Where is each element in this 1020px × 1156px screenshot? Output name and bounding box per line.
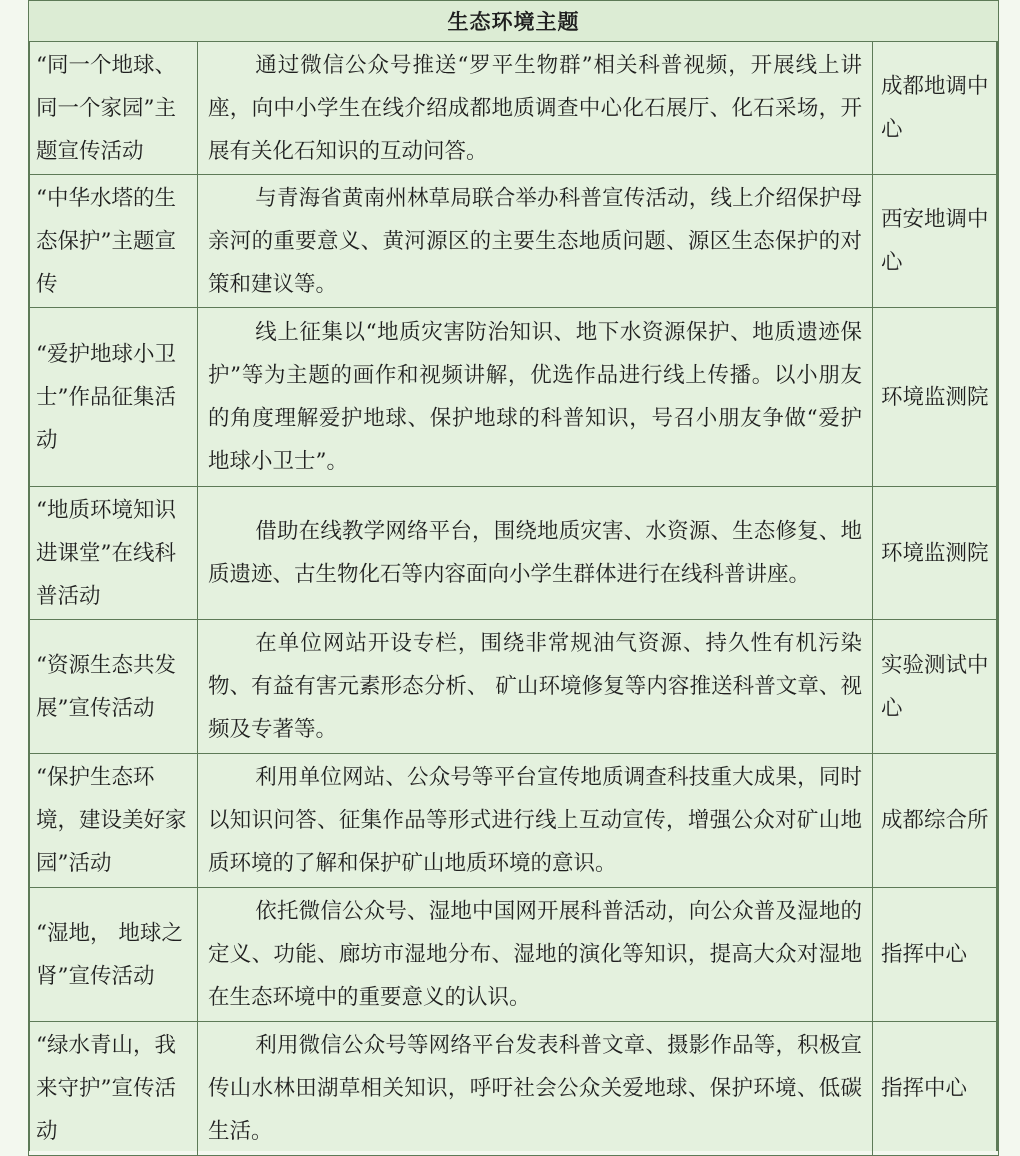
table-row	[29, 487, 999, 620]
table-row	[29, 754, 999, 888]
activity-table	[28, 0, 999, 1156]
table-row	[29, 1022, 999, 1156]
activity-organizer: 指挥中心	[873, 888, 999, 1022]
activity-organizer: 环境监测院	[873, 308, 999, 487]
activity-name: “地质环境知识进课堂”在线科普活动	[29, 487, 198, 620]
table-row	[29, 620, 999, 754]
activity-content: 借助在线教学网络平台，围绕地质灾害、水资源、生态修复、地质遗迹、古生物化石等内容面向小学生群体进行在线科普讲座。	[198, 487, 873, 620]
activity-content: 通过微信公众号推送“罗平生物群”相关科普视频，开展线上讲座，向中小学生在线介绍成都地质调查中心化石展厅、化石采场，开展有关化石知识的互动问答。	[198, 42, 873, 175]
activity-name: “绿水青山，我来守护”宣传活动	[29, 1022, 198, 1156]
table-row	[29, 888, 999, 1022]
activity-content: 依托微信公众号、湿地中国网开展科普活动，向公众普及湿地的定义、功能、廊坊市湿地分布、湿地的演化等知识，提高大众对湿地在生态环境中的重要意义的认识。	[198, 888, 873, 1022]
table-row	[29, 308, 999, 487]
activity-name: “湿地， 地球之肾”宣传活动	[29, 888, 198, 1022]
activity-name: “爱护地球小卫士”作品征集活动	[29, 308, 198, 487]
activity-content: 在单位网站开设专栏，围绕非常规油气资源、持久性有机污染物、有益有害元素形态分析、 矿山环境修复等内容推送科普文章、视频及专著等。	[198, 620, 873, 754]
table-row	[29, 42, 999, 175]
activity-organizer: 成都综合所	[873, 754, 999, 888]
table-title: 生态环境主题	[29, 1, 999, 42]
table-title-row	[29, 1, 999, 42]
activity-name: “资源生态共发展”宣传活动	[29, 620, 198, 754]
activity-name: “中华水塔的生态保护”主题宣传	[29, 175, 198, 308]
activity-organizer: 指挥中心	[873, 1022, 999, 1156]
activity-content: 利用微信公众号等网络平台发表科普文章、摄影作品等，积极宣传山水林田湖草相关知识，呼吁社会公众关爱地球、保护环境、低碳生活。	[198, 1022, 873, 1156]
activity-organizer: 成都地调中心	[873, 42, 999, 175]
activity-content: 利用单位网站、公众号等平台宣传地质调查科技重大成果，同时以知识问答、征集作品等形式进行线上互动宣传，增强公众对矿山地质环境的了解和保护矿山地质环境的意识。	[198, 754, 873, 888]
table-row	[29, 175, 999, 308]
activity-organizer: 环境监测院	[873, 487, 999, 620]
activity-organizer: 实验测试中心	[873, 620, 999, 754]
activity-content: 与青海省黄南州林草局联合举办科普宣传活动，线上介绍保护母亲河的重要意义、黄河源区的主要生态地质问题、源区生态保护的对策和建议等。	[198, 175, 873, 308]
activity-name: “保护生态环境，建设美好家园”活动	[29, 754, 198, 888]
activity-organizer: 西安地调中心	[873, 175, 999, 308]
activity-name: “同一个地球、同一个家园”主题宣传活动	[29, 42, 198, 175]
activity-content: 线上征集以“地质灾害防治知识、地下水资源保护、地质遗迹保护”等为主题的画作和视频讲解，优选作品进行线上传播。以小朋友的角度理解爱护地球、保护地球的科普知识，号召小朋友争做“爱护地球小卫士”。	[198, 308, 873, 487]
